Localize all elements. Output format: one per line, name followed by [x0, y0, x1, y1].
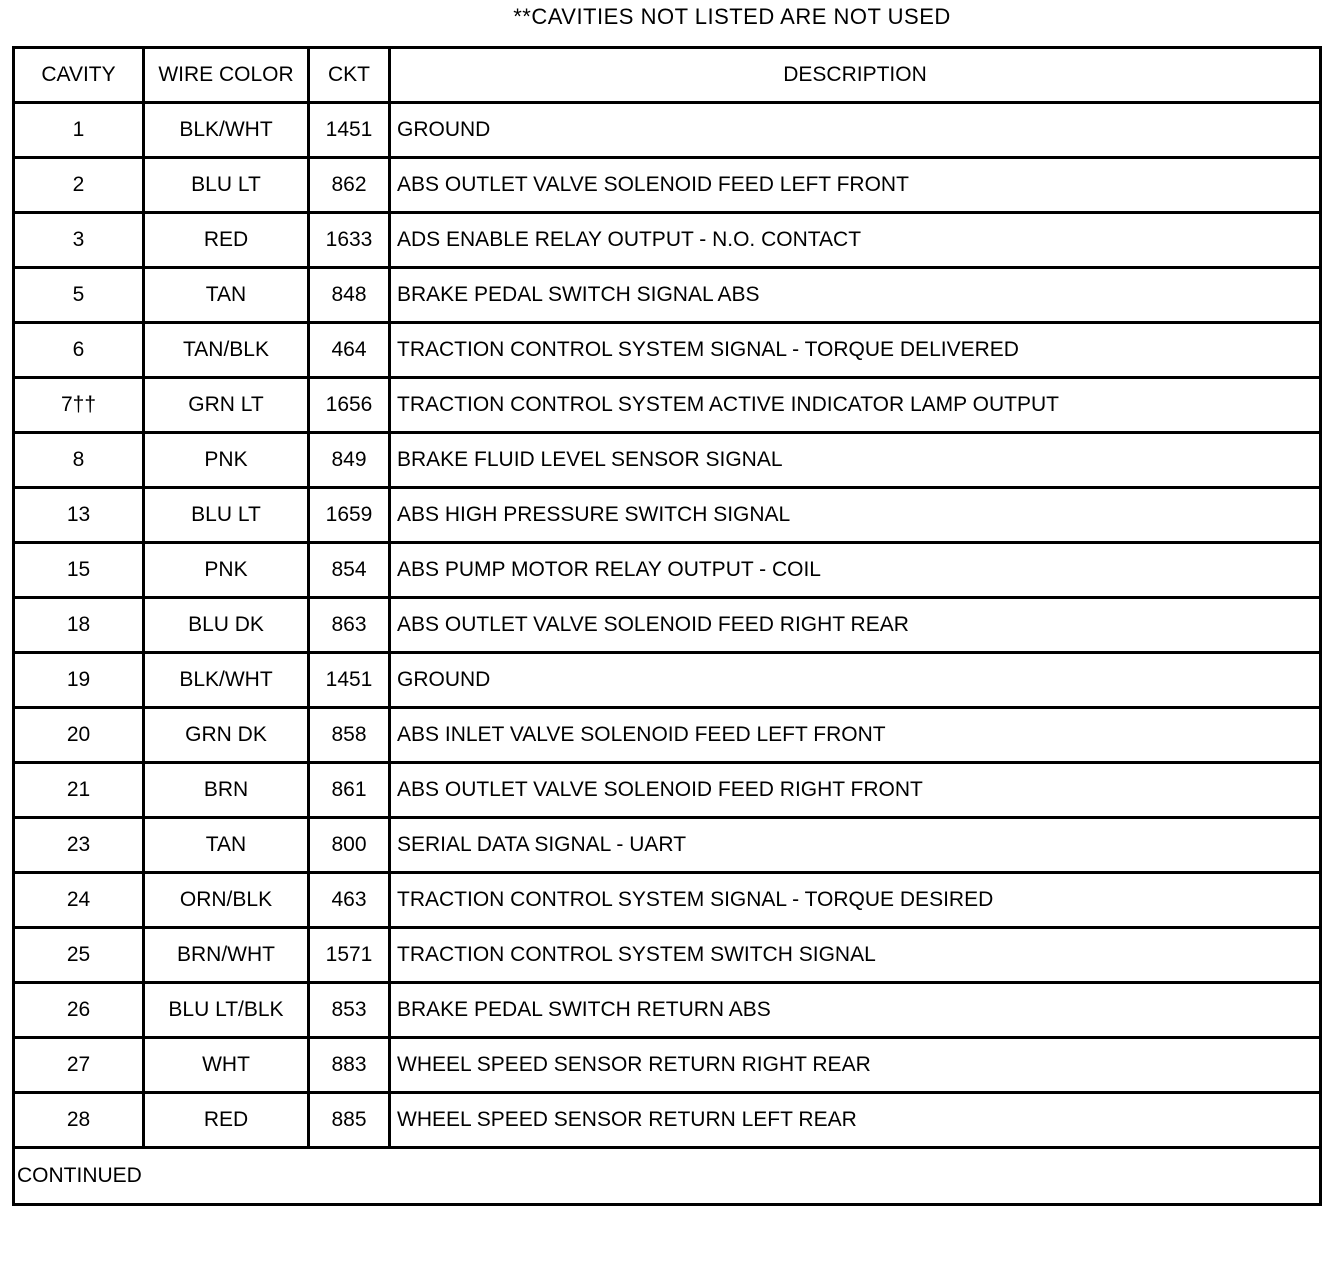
cell-wire-color: WHT	[144, 1038, 309, 1093]
cavities-note: **CAVITIES NOT LISTED ARE NOT USED	[513, 4, 951, 29]
table-row	[14, 158, 1321, 213]
table-row	[14, 378, 1321, 433]
cell-cavity: 5	[14, 268, 144, 323]
cell-cavity: 25	[14, 928, 144, 983]
table-row	[14, 708, 1321, 763]
cell-cavity: 28	[14, 1093, 144, 1148]
cell-ckt: 463	[309, 873, 390, 928]
cell-description: SERIAL DATA SIGNAL - UART	[390, 818, 1321, 873]
cell-description: BRAKE FLUID LEVEL SENSOR SIGNAL	[390, 433, 1321, 488]
header-row	[14, 48, 1321, 103]
cell-description: GROUND	[390, 103, 1321, 158]
cell-description: TRACTION CONTROL SYSTEM SIGNAL - TORQUE DELIVERED	[390, 323, 1321, 378]
table-row	[14, 1093, 1321, 1148]
table-row	[14, 763, 1321, 818]
cell-ckt: 862	[309, 158, 390, 213]
cell-description: TRACTION CONTROL SYSTEM SWITCH SIGNAL	[390, 928, 1321, 983]
table-row	[14, 873, 1321, 928]
cell-ckt: 800	[309, 818, 390, 873]
cell-description: TRACTION CONTROL SYSTEM ACTIVE INDICATOR LAMP OUTPUT	[390, 378, 1321, 433]
cell-cavity: 6	[14, 323, 144, 378]
cell-wire-color: RED	[144, 213, 309, 268]
cell-ckt: 883	[309, 1038, 390, 1093]
cell-ckt: 1451	[309, 653, 390, 708]
cell-wire-color: ORN/BLK	[144, 873, 309, 928]
header-cavity: CAVITY	[14, 48, 144, 103]
cell-ckt: 1571	[309, 928, 390, 983]
cell-cavity: 7††	[14, 378, 144, 433]
cell-cavity: 23	[14, 818, 144, 873]
cell-cavity: 20	[14, 708, 144, 763]
continued-label: CONTINUED	[14, 1148, 1321, 1205]
cell-ckt: 854	[309, 543, 390, 598]
cell-wire-color: RED	[144, 1093, 309, 1148]
table-row	[14, 543, 1321, 598]
cell-ckt: 863	[309, 598, 390, 653]
header-wire-color: WIRE COLOR	[144, 48, 309, 103]
cell-wire-color: BLU DK	[144, 598, 309, 653]
table-row	[14, 213, 1321, 268]
table-row	[14, 1038, 1321, 1093]
table-footer	[14, 1148, 1321, 1205]
cell-cavity: 15	[14, 543, 144, 598]
cell-wire-color: TAN/BLK	[144, 323, 309, 378]
table-row	[14, 983, 1321, 1038]
cell-cavity: 13	[14, 488, 144, 543]
cell-ckt: 1659	[309, 488, 390, 543]
cell-description: TRACTION CONTROL SYSTEM SIGNAL - TORQUE DESIRED	[390, 873, 1321, 928]
cell-ckt: 1656	[309, 378, 390, 433]
cell-wire-color: BLK/WHT	[144, 653, 309, 708]
header-ckt: CKT	[309, 48, 390, 103]
table-row	[14, 928, 1321, 983]
cell-cavity: 24	[14, 873, 144, 928]
table-header	[14, 48, 1321, 103]
cell-description: BRAKE PEDAL SWITCH SIGNAL ABS	[390, 268, 1321, 323]
table-row	[14, 323, 1321, 378]
cell-cavity: 8	[14, 433, 144, 488]
cell-description: ABS PUMP MOTOR RELAY OUTPUT - COIL	[390, 543, 1321, 598]
cell-description: ABS HIGH PRESSURE SWITCH SIGNAL	[390, 488, 1321, 543]
cell-cavity: 21	[14, 763, 144, 818]
cell-ckt: 853	[309, 983, 390, 1038]
table-row	[14, 268, 1321, 323]
table-body	[14, 103, 1321, 1148]
cell-description: WHEEL SPEED SENSOR RETURN LEFT REAR	[390, 1093, 1321, 1148]
cell-description: ABS OUTLET VALVE SOLENOID FEED RIGHT FRONT	[390, 763, 1321, 818]
cell-wire-color: TAN	[144, 818, 309, 873]
cell-ckt: 861	[309, 763, 390, 818]
continued-row	[14, 1148, 1321, 1205]
cell-wire-color: GRN LT	[144, 378, 309, 433]
connector-pinout-table	[12, 46, 1322, 1206]
cell-ckt: 858	[309, 708, 390, 763]
cell-description: ABS OUTLET VALVE SOLENOID FEED RIGHT REAR	[390, 598, 1321, 653]
cell-cavity: 19	[14, 653, 144, 708]
cell-ckt: 464	[309, 323, 390, 378]
cell-wire-color: BLK/WHT	[144, 103, 309, 158]
cell-wire-color: BLU LT/BLK	[144, 983, 309, 1038]
cell-ckt: 848	[309, 268, 390, 323]
cell-cavity: 26	[14, 983, 144, 1038]
cell-cavity: 18	[14, 598, 144, 653]
cell-cavity: 27	[14, 1038, 144, 1093]
cell-wire-color: PNK	[144, 433, 309, 488]
cell-ckt: 885	[309, 1093, 390, 1148]
cell-description: BRAKE PEDAL SWITCH RETURN ABS	[390, 983, 1321, 1038]
table-row	[14, 818, 1321, 873]
table-row	[14, 653, 1321, 708]
table-row	[14, 433, 1321, 488]
cell-cavity: 3	[14, 213, 144, 268]
cell-wire-color: BRN/WHT	[144, 928, 309, 983]
table-row	[14, 598, 1321, 653]
cell-wire-color: GRN DK	[144, 708, 309, 763]
cell-wire-color: BLU LT	[144, 488, 309, 543]
header-description: DESCRIPTION	[390, 48, 1321, 103]
cell-wire-color: BRN	[144, 763, 309, 818]
cell-wire-color: BLU LT	[144, 158, 309, 213]
cell-description: ADS ENABLE RELAY OUTPUT - N.O. CONTACT	[390, 213, 1321, 268]
cell-cavity: 2	[14, 158, 144, 213]
cell-ckt: 1633	[309, 213, 390, 268]
cell-wire-color: PNK	[144, 543, 309, 598]
cell-wire-color: TAN	[144, 268, 309, 323]
cell-ckt: 1451	[309, 103, 390, 158]
cell-ckt: 849	[309, 433, 390, 488]
table-row	[14, 103, 1321, 158]
cell-description: GROUND	[390, 653, 1321, 708]
cell-description: WHEEL SPEED SENSOR RETURN RIGHT REAR	[390, 1038, 1321, 1093]
table-row	[14, 488, 1321, 543]
cell-description: ABS INLET VALVE SOLENOID FEED LEFT FRONT	[390, 708, 1321, 763]
cell-cavity: 1	[14, 103, 144, 158]
cell-description: ABS OUTLET VALVE SOLENOID FEED LEFT FRONT	[390, 158, 1321, 213]
